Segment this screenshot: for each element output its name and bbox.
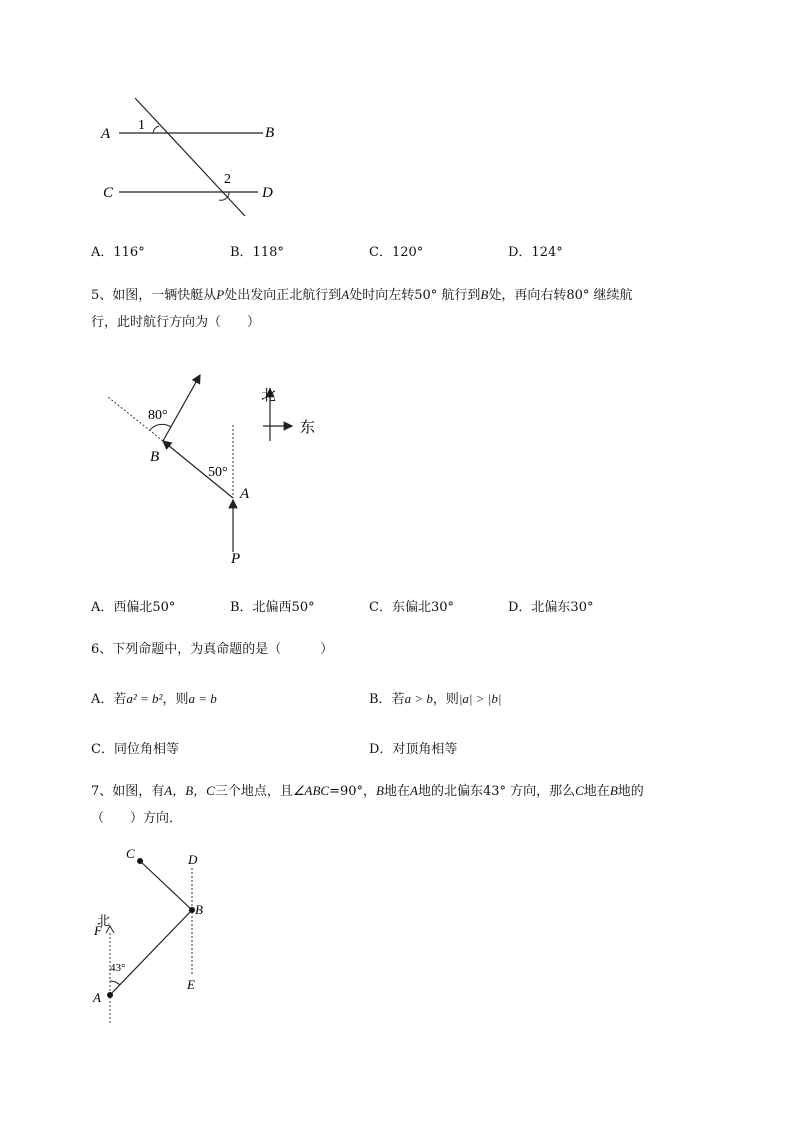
label-a: A bbox=[240, 486, 250, 502]
q4-option-b: B．118° bbox=[230, 245, 284, 260]
angle-arc-80 bbox=[150, 424, 171, 430]
label-d: D bbox=[188, 852, 198, 867]
label-43: 43° bbox=[110, 962, 126, 974]
compass-north-label: 北 bbox=[261, 388, 277, 404]
label-f: F bbox=[94, 923, 102, 938]
q6-option-a: A．若a² = b²，则a = b bbox=[91, 691, 217, 707]
angle-arc-1 bbox=[153, 126, 159, 133]
label-a: A bbox=[101, 126, 111, 142]
segment-b-new bbox=[163, 375, 200, 441]
q6-option-b: B．若a > b，则|a| > |b| bbox=[369, 691, 502, 707]
label-angle-2: 2 bbox=[224, 172, 231, 187]
label-p: P bbox=[231, 551, 241, 567]
figure-parallel-lines bbox=[95, 92, 295, 222]
label-c: C bbox=[126, 846, 135, 861]
q5-option-a: A．西偏北50° bbox=[91, 600, 176, 615]
figure-directions bbox=[88, 845, 228, 1030]
label-north: 北 bbox=[97, 913, 111, 928]
point-a bbox=[107, 992, 113, 998]
q4-option-c: C．120° bbox=[369, 245, 424, 260]
q5-stem-line1: 5、如图，一辆快艇从P处出发向正北航行到A处时向左转50° 航行到B处，再向右转80° 继续航 bbox=[91, 287, 633, 303]
label-d: D bbox=[262, 185, 273, 201]
label-80: 80° bbox=[148, 408, 168, 423]
label-b: B bbox=[150, 449, 160, 465]
point-c bbox=[137, 858, 143, 864]
segment-cb bbox=[140, 861, 192, 910]
label-a: A bbox=[93, 990, 101, 1005]
label-b: B bbox=[265, 125, 275, 141]
q6-option-c: C．同位角相等 bbox=[91, 742, 179, 757]
q4-option-a: A．116° bbox=[91, 245, 145, 260]
q7-stem-line1: 7、如图，有A，B，C三个地点，且∠ABC=90°，B地在A地的北偏东43° 方向，那么C地在B地的 bbox=[91, 783, 644, 799]
q4-option-d: D．124° bbox=[508, 245, 563, 260]
label-c: C bbox=[103, 185, 114, 201]
segment-ab bbox=[110, 910, 192, 995]
q5-option-b: B．北偏西50° bbox=[230, 600, 315, 615]
compass-east-label: 东 bbox=[300, 420, 316, 436]
q5-stem-line2: 行，此时航行方向为（ ） bbox=[91, 315, 261, 330]
q6-stem: 6、下列命题中，为真命题的是（ ） bbox=[91, 642, 334, 657]
angle-arc-43 bbox=[110, 981, 120, 985]
figure-boat-course bbox=[100, 365, 330, 575]
q6-option-d: D．对顶角相等 bbox=[369, 742, 458, 757]
transversal bbox=[135, 98, 245, 216]
q5-option-d: D．北偏东30° bbox=[508, 600, 594, 615]
label-50: 50° bbox=[208, 465, 228, 480]
q5-option-c: C．东偏北30° bbox=[369, 600, 454, 615]
label-angle-1: 1 bbox=[138, 118, 145, 133]
label-e: E bbox=[187, 977, 195, 992]
q7-stem-line2: （ ）方向． bbox=[91, 811, 183, 826]
label-b: B bbox=[195, 902, 203, 917]
